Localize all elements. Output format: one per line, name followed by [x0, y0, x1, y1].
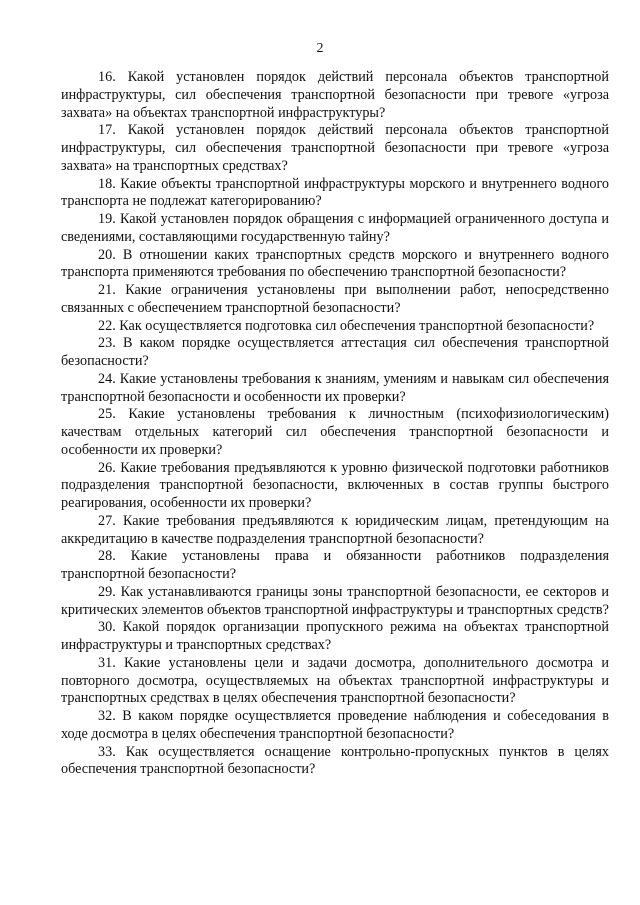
question-item: 20. В отношении каких транспортных средств морского и внутреннего водного транспорта применяются требования по обеспечению транспортной безопасности?: [61, 246, 609, 281]
question-item: 24. Какие установлены требования к знаниям, умениям и навыкам сил обеспечения транспортной безопасности и особенности их проверки?: [61, 370, 609, 405]
question-item: 29. Как устанавливаются границы зоны транспортной безопасности, ее секторов и критических элементов объектов транспортной инфраструктуры и транспортных средств?: [61, 583, 609, 618]
question-item: 31. Какие установлены цели и задачи досмотра, дополнительного досмотра и повторного досмотра, осуществляемых на объектах транспортной инфраструктуры и транспортных средствах в целях обеспечения транспортной безопасности?: [61, 654, 609, 707]
question-item: 17. Какой установлен порядок действий персонала объектов транспортной инфраструктуры, сил обеспечения транспортной безопасности при тревоге «угроза захвата» на транспортных средствах?: [61, 122, 609, 174]
question-item: 26. Какие требования предъявляются к уровню физической подготовки работников подразделения транспортной безопасности, включенных в состав группы быстрого реагирования, особенности их проверки?: [61, 459, 609, 511]
question-list: [61, 69, 609, 779]
question-item: 32. В каком порядке осуществляется проведение наблюдения и собеседования в ходе досмотра в целях обеспечения транспортной безопасности?: [61, 708, 609, 742]
question-item: 33. Как осуществляется оснащение контрольно-пропускных пунктов в целях обеспечения транспортной безопасности?: [61, 743, 609, 778]
question-item: 27. Какие требования предъявляются к юридическим лицам, претендующим на аккредитацию в качестве подразделения транспортной безопасности?: [61, 512, 609, 547]
page-number: 2: [316, 41, 324, 56]
question-item: 22. Как осуществляется подготовка сил обеспечения транспортной безопасности?: [98, 317, 595, 334]
question-item: 23. В каком порядке осуществляется аттестация сил обеспечения транспортной безопасности?: [61, 335, 609, 369]
question-item: 21. Какие ограничения установлены при выполнении работ, непосредственно связанных с обеспечением транспортной безопасности?: [61, 282, 609, 316]
question-item: 16. Какой установлен порядок действий персонала объектов транспортной инфраструктуры, сил обеспечения транспортной безопасности при тревоге «угроза захвата» на объектах транспортной инфраструктуры?: [61, 69, 609, 121]
question-item: 30. Какой порядок организации пропускного режима на объектах транспортной инфраструктуры и транспортных средствах?: [61, 619, 609, 653]
question-item: 28. Какие установлены права и обязанности работников подразделения транспортной безопасности?: [61, 548, 609, 582]
question-item: 19. Какой установлен порядок обращения с информацией ограниченного доступа и сведениями, составляющими государственную тайну?: [61, 211, 609, 245]
question-item: 18. Какие объекты транспортной инфраструктуры морского и внутреннего водного транспорта не подлежат категорированию?: [61, 175, 609, 210]
question-item: 25. Какие установлены требования к личностным (психофизиологическим) качествам отдельных категорий сил обеспечения транспортной безопасности и особенности их проверки?: [61, 406, 609, 458]
